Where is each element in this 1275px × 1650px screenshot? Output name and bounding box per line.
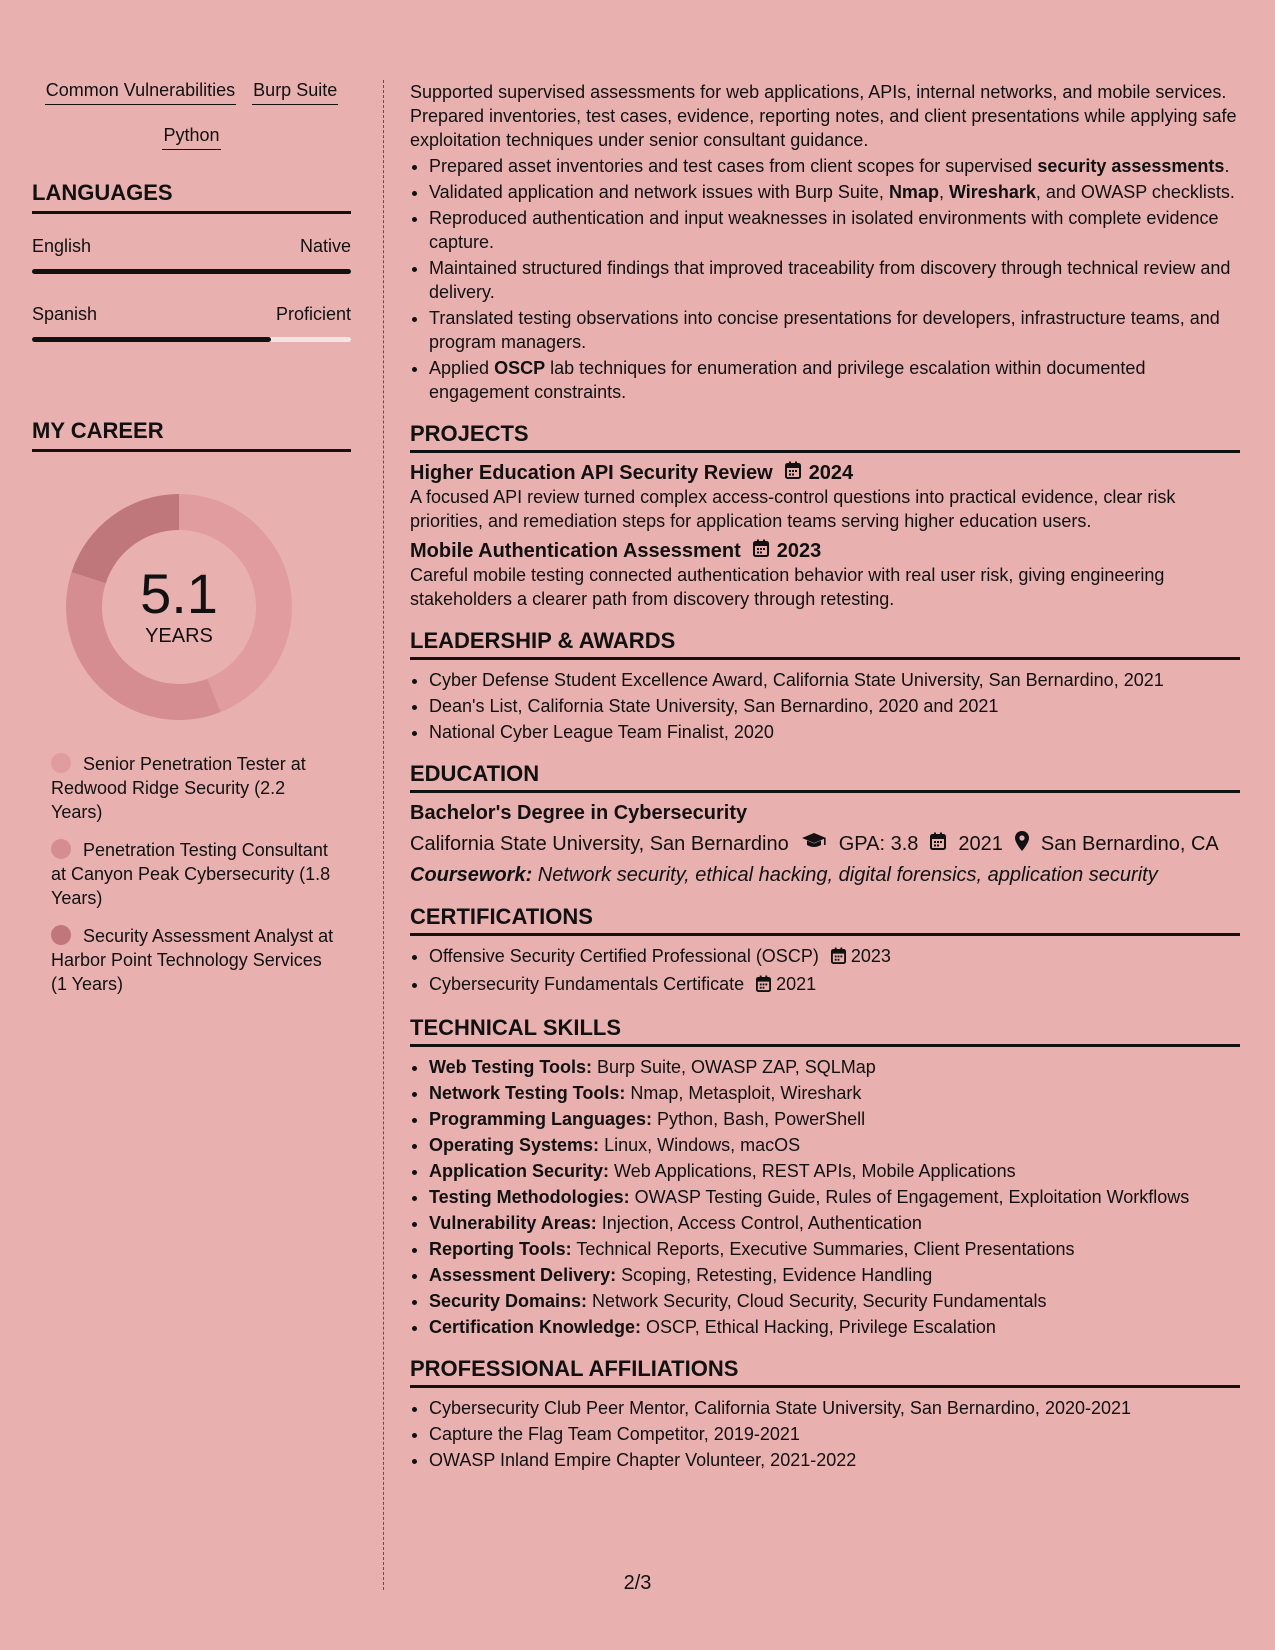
proficiency-bar — [32, 337, 351, 342]
education-details — [410, 831, 1240, 857]
main-content — [410, 80, 1240, 1474]
location-pin-icon — [1015, 831, 1029, 857]
language-spanish — [32, 304, 351, 342]
language-level: Native — [299, 236, 351, 256]
list-item: • OWASP Inland Empire Chapter Volunteer, 2021-2022 — [429, 1448, 1240, 1472]
leadership-list — [410, 668, 1240, 744]
project-year: 2024 — [808, 462, 854, 484]
legend-dot — [51, 925, 71, 945]
list-item: • Translated testing observations into concise presentations for developers, infrastructure teams, and program managers. — [429, 306, 1240, 354]
calendar-icon — [930, 832, 946, 856]
list-item: • National Cyber League Team Finalist, 2020 — [429, 720, 1240, 744]
page-number: 2/3 — [623, 1572, 652, 1594]
legend-dot — [51, 753, 71, 773]
legend-label: Senior Penetration Tester at Redwood Ridge Security (2.2 Years) — [51, 754, 306, 822]
certifications-list — [410, 944, 1240, 998]
proficiency-fill — [32, 269, 351, 274]
skill-tags — [32, 78, 351, 168]
career-legend — [51, 752, 336, 996]
projects-heading: PROJECTS — [410, 420, 1240, 453]
school-location: San Bernardino, CA — [1040, 833, 1219, 855]
gpa: GPA: 3.8 — [838, 833, 919, 855]
list-item: • Application Security: Web Applications, REST APIs, Mobile Applications — [429, 1159, 1240, 1183]
language-name: English — [32, 236, 92, 256]
certifications-heading: CERTIFICATIONS — [410, 903, 1240, 936]
language-name: Spanish — [32, 304, 98, 324]
legend-item — [51, 838, 336, 910]
coursework: Coursework: Network security, ethical hacking, digital forensics, application security — [410, 864, 1158, 886]
list-item: • Dean's List, California State University, San Bernardino, 2020 and 2021 — [429, 694, 1240, 718]
list-item: • Programming Languages: Python, Bash, PowerShell — [429, 1107, 1240, 1131]
project-title: Higher Education API Security Review 2024 — [410, 462, 854, 484]
list-item: • Cybersecurity Fundamentals Certificate 2021 — [429, 972, 1240, 998]
list-item: • Maintained structured findings that improved traceability from discovery through technical review and delivery. — [429, 256, 1240, 304]
career-total-unit: YEARS — [145, 625, 213, 647]
calendar-icon — [756, 974, 771, 998]
affiliations-heading: PROFESSIONAL AFFILIATIONS — [410, 1355, 1240, 1388]
experience-bullets — [410, 154, 1240, 404]
skill-tag: Burp Suite — [252, 78, 338, 105]
career-donut-chart — [64, 492, 294, 722]
skills-heading: TECHNICAL SKILLS — [410, 1014, 1240, 1047]
graduation-year: 2021 — [958, 833, 1003, 855]
legend-item — [51, 752, 336, 824]
language-level: Proficient — [275, 304, 351, 324]
list-item: • Assessment Delivery: Scoping, Retesting, Evidence Handling — [429, 1263, 1240, 1287]
calendar-icon — [831, 946, 846, 970]
donut-center — [64, 564, 294, 648]
list-item: • Reproduced authentication and input weaknesses in isolated environments with complete evidence capture. — [429, 206, 1240, 254]
career-total-years: 5.1 — [140, 562, 218, 625]
calendar-icon — [753, 539, 769, 563]
proficiency-bar — [32, 269, 351, 274]
degree-title: Bachelor's Degree in Cybersecurity — [410, 802, 748, 824]
list-item: • Applied OSCP lab techniques for enumeration and privilege escalation within documented engagement constraints. — [429, 356, 1240, 404]
list-item: • Web Testing Tools: Burp Suite, OWASP ZAP, SQLMap — [429, 1055, 1240, 1079]
list-item: • Network Testing Tools: Nmap, Metasploit, Wireshark — [429, 1081, 1240, 1105]
project-description: A focused API review turned complex access-control questions into practical evidence, clear risk priorities, and remediation steps for application teams serving higher education users. — [410, 487, 1176, 531]
list-item: • Cybersecurity Club Peer Mentor, California State University, San Bernardino, 2020-2021 — [429, 1396, 1240, 1420]
language-english — [32, 236, 351, 274]
proficiency-fill — [32, 337, 271, 342]
affiliations-list — [410, 1396, 1240, 1472]
sidebar — [32, 78, 351, 1010]
list-item: • Validated application and network issues with Burp Suite, Nmap, Wireshark, and OWASP checklists. — [429, 180, 1240, 204]
project-year: 2023 — [776, 540, 822, 562]
list-item: • Capture the Flag Team Competitor, 2019-2021 — [429, 1422, 1240, 1446]
languages-heading: LANGUAGES — [32, 180, 351, 214]
list-item: • Vulnerability Areas: Injection, Access Control, Authentication — [429, 1211, 1240, 1235]
list-item: • Testing Methodologies: OWASP Testing Guide, Rules of Engagement, Exploitation Workflows — [429, 1185, 1240, 1209]
list-item: • Security Domains: Network Security, Cloud Security, Security Fundamentals — [429, 1289, 1240, 1313]
project-description: Careful mobile testing connected authentication behavior with real user risk, giving engineering stakeholders a clearer path from discovery through retesting. — [410, 565, 1165, 609]
column-divider — [383, 80, 384, 1590]
career-heading: MY CAREER — [32, 418, 351, 452]
skill-tag: Common Vulnerabilities — [45, 78, 236, 105]
graduation-cap-icon — [801, 832, 827, 856]
list-item: • Reporting Tools: Technical Reports, Executive Summaries, Client Presentations — [429, 1237, 1240, 1261]
legend-item — [51, 924, 336, 996]
skills-list — [410, 1055, 1240, 1339]
leadership-heading: LEADERSHIP & AWARDS — [410, 627, 1240, 660]
legend-dot — [51, 839, 71, 859]
list-item: • Prepared asset inventories and test cases from client scopes for supervised security assessments. — [429, 154, 1240, 178]
legend-label: Penetration Testing Consultant at Canyon Peak Cybersecurity (1.8 Years) — [51, 840, 331, 908]
list-item: • Cyber Defense Student Excellence Award, California State University, San Bernardino, 2021 — [429, 668, 1240, 692]
project-title: Mobile Authentication Assessment 2023 — [410, 540, 822, 562]
skill-tag: Python — [162, 123, 220, 150]
legend-label: Security Assessment Analyst at Harbor Point Technology Services (1 Years) — [51, 926, 334, 994]
school-name: California State University, San Bernardino — [410, 833, 789, 855]
list-item: • Offensive Security Certified Professional (OSCP) 2023 — [429, 944, 1240, 970]
list-item: • Certification Knowledge: OSCP, Ethical Hacking, Privilege Escalation — [429, 1315, 1240, 1339]
calendar-icon — [785, 461, 801, 485]
list-item: • Operating Systems: Linux, Windows, macOS — [429, 1133, 1240, 1157]
education-heading: EDUCATION — [410, 760, 1240, 793]
experience-summary: Supported supervised assessments for web applications, APIs, internal networks, and mobile services. Prepared inventories, test cases, evidence, reporting notes, and client presentations while applying safe exploitation techniques under senior consultant guidance. — [410, 82, 1237, 150]
